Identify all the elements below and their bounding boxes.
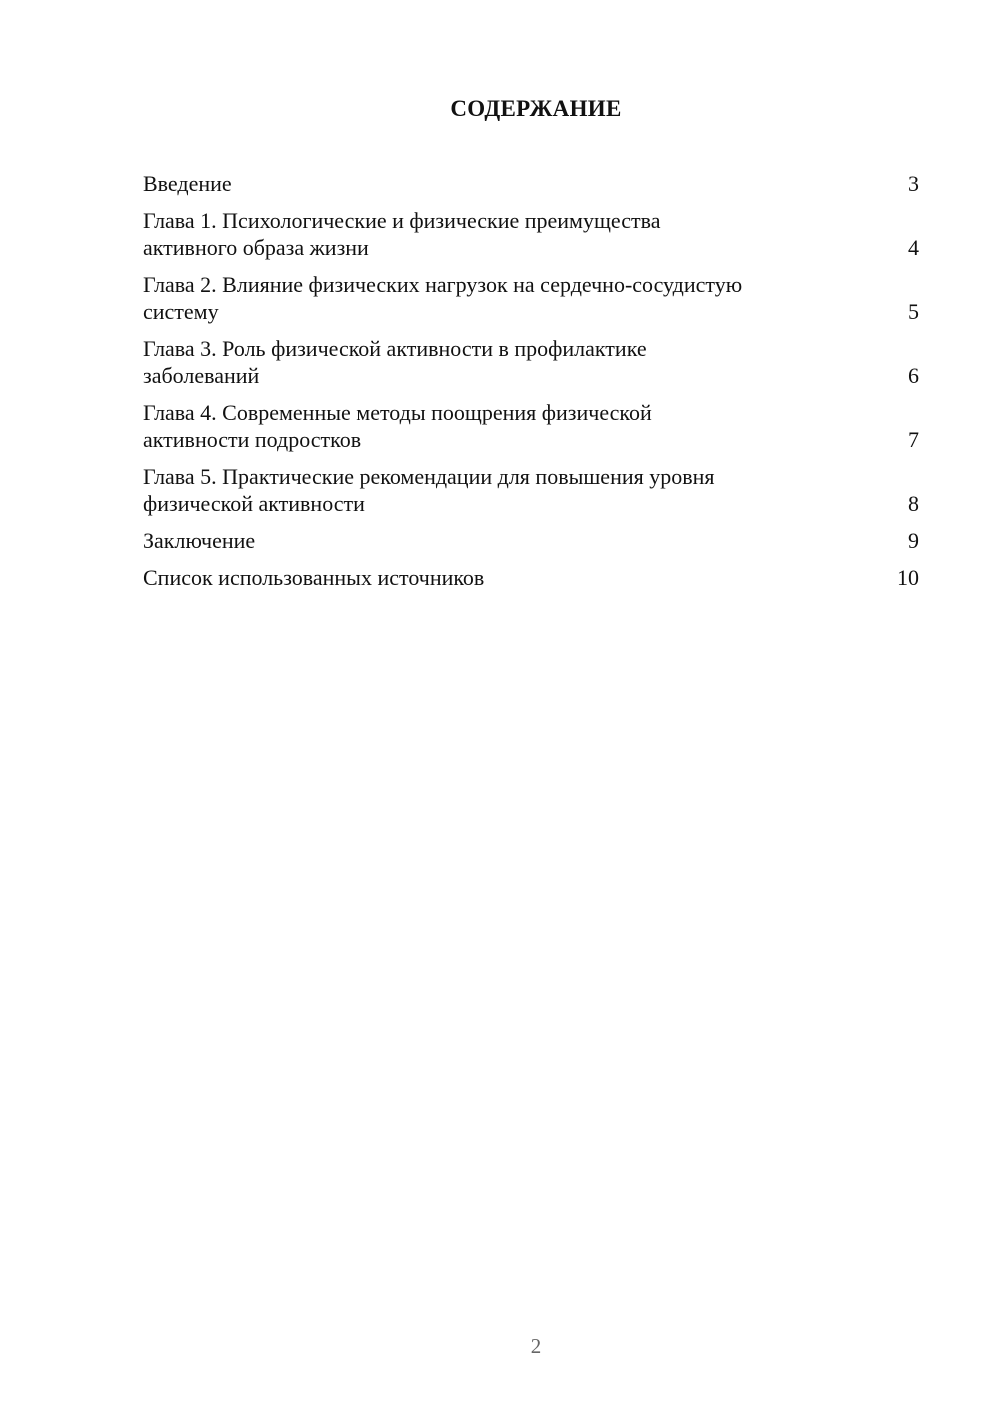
toc-entry-label: Глава 3. Роль физической активности в профилактике заболеваний: [143, 336, 647, 388]
toc-entry-conclusion[interactable]: [143, 527, 919, 554]
toc-entry-page-number: 5: [908, 299, 919, 324]
toc-entry-page-number: 6: [908, 363, 919, 388]
toc-entry-label: Глава 5. Практические рекомендации для повышения уровня физической активности: [143, 464, 715, 516]
toc-entry-introduction[interactable]: [143, 170, 919, 197]
toc-entry-page-number: 10: [897, 565, 919, 590]
toc-entry-page-number: 8: [908, 491, 919, 516]
toc-entry-label: Глава 4. Современные методы поощрения физической активности подростков: [143, 400, 652, 452]
toc-entry-page-number: 7: [908, 427, 919, 452]
toc-entry-label: Заключение: [143, 528, 256, 553]
table-of-contents: [143, 170, 919, 601]
toc-entry-chapter-3[interactable]: [143, 335, 919, 389]
toc-entry-chapter-5[interactable]: [143, 463, 919, 517]
toc-entry-label: Список использованных источников: [143, 565, 485, 590]
toc-entry-label: Глава 1. Психологические и физические преимущества активного образа жизни: [143, 208, 661, 260]
toc-entry-page-number: 3: [908, 171, 919, 196]
page-number: 2: [530, 1334, 542, 1358]
toc-entry-label: Глава 2. Влияние физических нагрузок на сердечно-сосудистую систему: [143, 272, 743, 324]
toc-entry-chapter-4[interactable]: [143, 399, 919, 453]
toc-entry-chapter-1[interactable]: [143, 207, 919, 261]
toc-entry-chapter-2[interactable]: [143, 271, 919, 325]
toc-entry-page-number: 4: [908, 235, 919, 260]
toc-entry-label: Введение: [143, 171, 232, 196]
toc-title: СОДЕРЖАНИЕ: [450, 96, 622, 121]
toc-entry-page-number: 9: [908, 528, 919, 553]
toc-entry-references[interactable]: [143, 564, 919, 591]
